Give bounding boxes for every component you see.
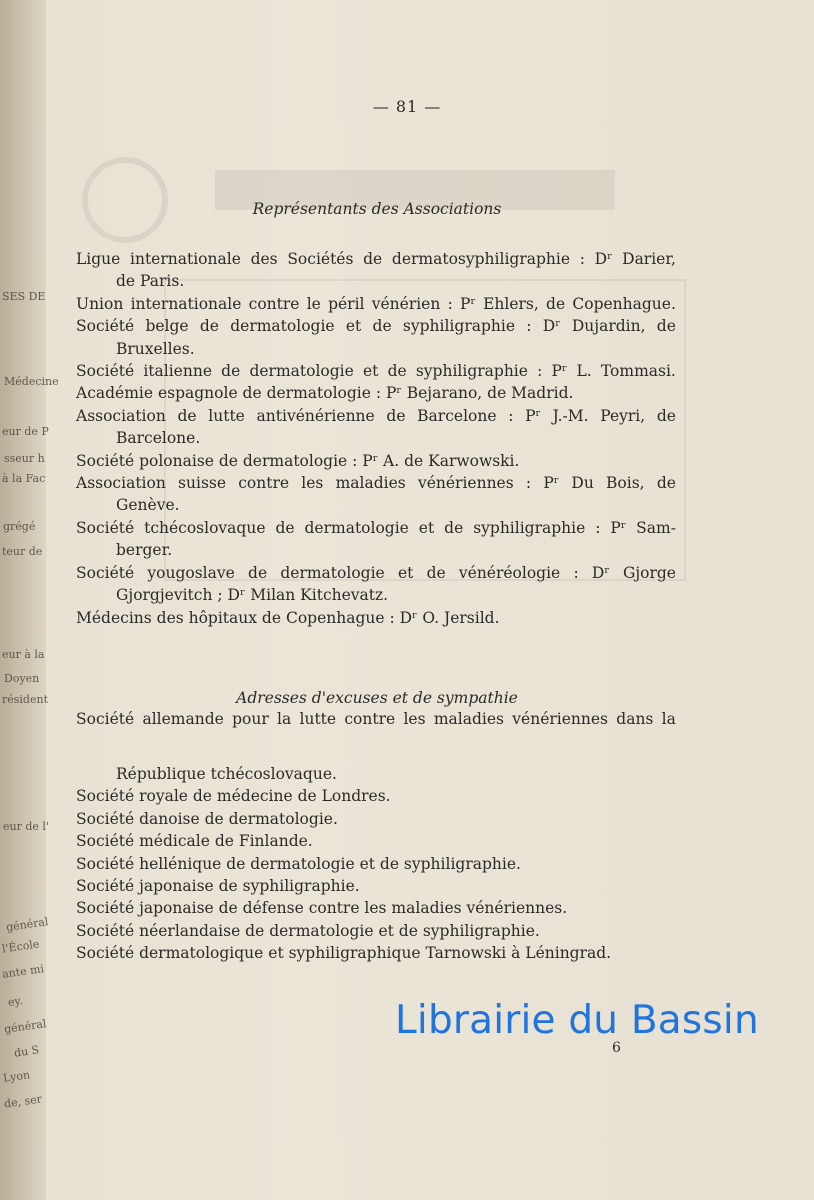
text-line (76, 315, 676, 337)
word: de (363, 250, 383, 268)
text-line: Société japonaise de syphiligraphie. (76, 877, 360, 896)
word: de (444, 518, 464, 537)
word: et (418, 518, 435, 537)
word: maladies (433, 710, 504, 728)
word: tchécoslovaque (144, 518, 266, 537)
word: Peyri, (600, 406, 646, 425)
gutter-text-fragment: à la Fac (2, 472, 46, 485)
word: des (250, 250, 278, 268)
word: et (362, 362, 379, 381)
gutter-text-fragment: Lyon (2, 1068, 31, 1085)
adjacent-page-edge (0, 0, 59, 1200)
text-line (76, 248, 676, 270)
gutter-text-fragment: général (3, 1017, 48, 1036)
text-line: Genève. (116, 496, 180, 515)
word: syphiligraphie (402, 317, 516, 336)
word: Du (571, 474, 594, 493)
gutter-text-fragment: l'École (1, 937, 41, 956)
word: de (177, 406, 197, 425)
word: Société (76, 362, 135, 381)
word: : (526, 317, 532, 336)
word: Pʳ (525, 406, 541, 425)
text-line: Société polonaise de dermatologie : Pʳ A. de Karwowski. (76, 451, 520, 470)
word: Dʳ (594, 250, 613, 268)
word: de (221, 362, 241, 381)
gutter-text-fragment: sseur h (4, 452, 45, 465)
word: le (306, 294, 321, 313)
word: syphiligraphie (473, 518, 586, 537)
word: Pʳ (610, 518, 627, 537)
word: Pʳ (460, 294, 476, 313)
word: de (248, 563, 268, 582)
word: : (579, 250, 585, 268)
gutter-text-fragment: ey. (7, 994, 24, 1009)
word: de (386, 406, 406, 425)
word: syphiligraphie (415, 362, 528, 381)
text-line: de Paris. (116, 272, 185, 291)
gutter-text-fragment: ante mi (1, 962, 45, 981)
text-line: Société royale de médecine de Londres. (76, 787, 391, 806)
text-line: Société hellénique de dermatologie et de syphiligraphie. (76, 854, 521, 873)
word: antivénérienne (256, 406, 375, 425)
word: Association (76, 474, 166, 493)
word: Union (76, 294, 124, 313)
text-line: Société médicale de Finlande. (76, 832, 313, 851)
word: Barcelone (417, 406, 497, 425)
word: contre (238, 474, 290, 493)
word: dermatosyphiligraphie (391, 250, 571, 268)
word: de (546, 294, 566, 313)
text-line: Société néerlandaise de dermatologie et de syphiligraphie. (76, 921, 540, 940)
text-line (76, 360, 676, 382)
word: Dujardin, (571, 317, 646, 336)
word: Sam- (636, 518, 676, 537)
word: Société (76, 518, 135, 537)
text-line: Société japonaise de défense contre les maladies vénériennes. (76, 899, 568, 918)
text-line (76, 517, 676, 539)
word: maladies (335, 474, 406, 493)
text-line: Barcelone. (116, 429, 201, 448)
word: italienne (143, 362, 212, 381)
word: contre (248, 294, 300, 313)
text-line: Académie espagnole de dermatologie : Pʳ Bejarano, de Madrid. (76, 384, 574, 403)
word: Gjorge (622, 563, 676, 582)
text-line: Médecins des hôpitaux de Copenhague : Dʳ O. Jersild. (76, 608, 500, 627)
gutter-text-fragment: de, ser (3, 1092, 43, 1111)
text-line: berger. (116, 541, 173, 560)
word: dermatologie (304, 518, 409, 537)
text-line (76, 293, 676, 315)
word: : (537, 362, 543, 381)
librairie-watermark-text: Librairie du Bassin (395, 998, 759, 1043)
word: : (573, 563, 579, 582)
page-number: — 81 — (372, 97, 442, 116)
gutter-text-fragment: eur à la (2, 648, 45, 661)
word: de (372, 317, 392, 336)
text-line (76, 562, 676, 584)
word: Ligue (76, 250, 121, 268)
word: la (277, 710, 292, 728)
signature-mark: 6 (612, 1040, 621, 1056)
gutter-text-fragment: grégé (3, 520, 36, 533)
word: : (595, 518, 601, 537)
word: dermatologie (230, 317, 335, 336)
word: Ehlers, (483, 294, 539, 313)
word: : (525, 474, 532, 493)
word: Copenhague. (572, 294, 676, 313)
gutter-text-fragment: Doyen (4, 672, 40, 685)
word: les (403, 710, 426, 728)
word: de (656, 406, 676, 425)
word: lutte (208, 406, 245, 425)
word: et (345, 317, 362, 336)
word: de (656, 474, 676, 493)
word: : (447, 294, 453, 313)
adresses-first-line (76, 708, 676, 730)
word: Société (76, 317, 135, 336)
word: yougoslave (147, 563, 235, 582)
word: dermatologie (249, 362, 354, 381)
gutter-text-fragment: résident (2, 693, 48, 706)
word: contre (344, 710, 396, 728)
text-line (76, 472, 676, 494)
word: Société (76, 710, 135, 728)
gutter-text-fragment: eur de P (2, 425, 49, 438)
word: : (508, 406, 514, 425)
word: Dʳ (542, 317, 561, 336)
word: Bois, (606, 474, 645, 493)
word: belge (145, 317, 189, 336)
gutter-text-fragment: SES DE (2, 290, 46, 303)
word: de (387, 362, 407, 381)
word: de (426, 563, 446, 582)
word: de (275, 518, 295, 537)
word: internationale (130, 294, 242, 313)
section-title-adresses: Adresses d'excuses et de sympathie (236, 689, 518, 707)
word: Sociétés (287, 250, 354, 268)
text-line: Bruxelles. (116, 339, 195, 358)
section-title-representants: Représentants des Associations (252, 200, 502, 218)
word: Société (76, 563, 135, 582)
word: Pʳ (551, 362, 568, 381)
text-line (76, 405, 676, 427)
word: J.-M. (552, 406, 589, 425)
word: de (199, 317, 219, 336)
word: vénériennes (417, 474, 514, 493)
gutter-text-fragment: teur de (2, 545, 43, 558)
word: la (661, 710, 676, 728)
word: Dʳ (591, 563, 610, 582)
word: Tommasi. (600, 362, 676, 381)
adresses-list (76, 763, 676, 965)
word: lutte (299, 710, 337, 728)
text-line: Gjorgjevitch ; Dʳ Milan Kitchevatz. (116, 586, 389, 605)
representants-list (76, 248, 676, 629)
text-line (76, 708, 676, 730)
word: Association (76, 406, 166, 425)
text-line: Société danoise de dermatologie. (76, 809, 338, 828)
word: internationale (130, 250, 241, 268)
word: vénéréologie (458, 563, 561, 582)
gutter-text-fragment: du S (13, 1043, 40, 1060)
word: dermatologie (280, 563, 385, 582)
gutter-text-fragment: eur de l' (3, 820, 49, 833)
word: Pʳ (543, 474, 560, 493)
word: péril (328, 294, 365, 313)
word: Darier, (622, 250, 676, 268)
word: les (301, 474, 324, 493)
word: pour (232, 710, 269, 728)
word: de (656, 317, 676, 336)
text-line: Société dermatologique et syphiligraphique Tarnowski à Léningrad. (76, 944, 612, 963)
gutter-text-fragment: Médecine (4, 375, 59, 388)
word: vénérien (371, 294, 441, 313)
text-line: République tchécoslovaque. (116, 765, 337, 783)
gutter-text-fragment: général (5, 915, 50, 934)
word: vénériennes (512, 710, 608, 728)
word: allemande (142, 710, 224, 728)
word: L. (576, 362, 592, 381)
word: dans (616, 710, 654, 728)
word: et (397, 563, 414, 582)
word: suisse (178, 474, 227, 493)
